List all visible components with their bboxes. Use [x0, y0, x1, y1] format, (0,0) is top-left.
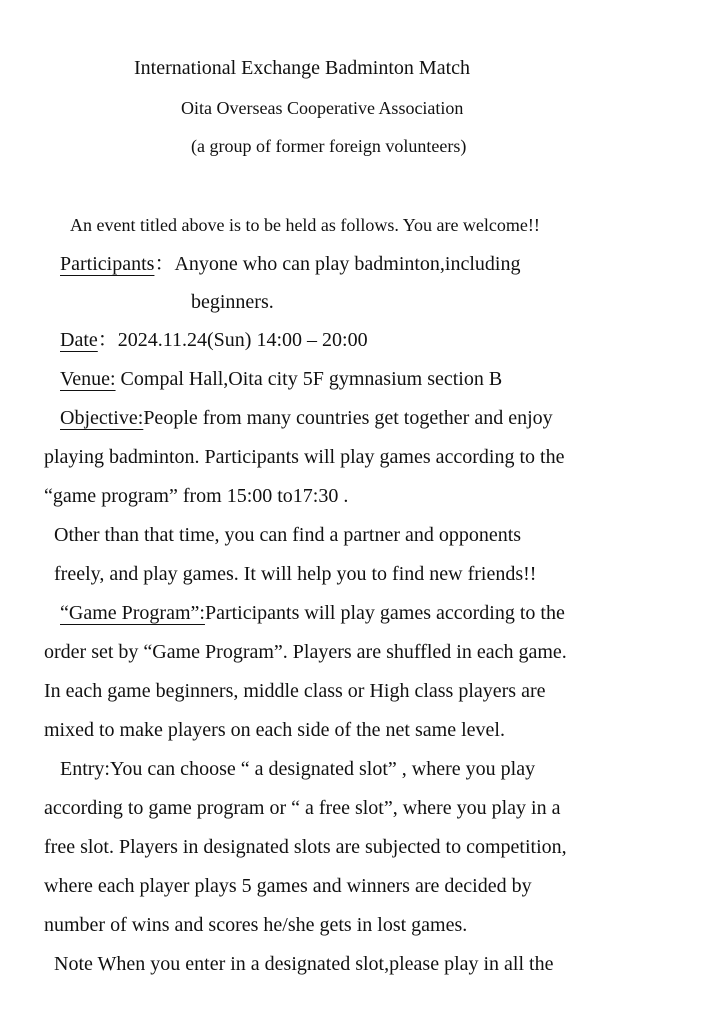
document-title: International Exchange Badminton Match [134, 57, 471, 79]
participants-text-cont: beginners. [191, 291, 274, 313]
objective-row [60, 406, 553, 430]
objective-line: playing badminton. Participants will play games according to the [44, 446, 565, 468]
objective-label: Objective: [60, 407, 144, 429]
objective-line: Other than that time, you can find a partner and opponents [54, 524, 522, 546]
intro-text: An event titled above is to be held as follows. You are welcome!! [70, 215, 540, 235]
participants-label: Participants [60, 253, 155, 275]
game-program-text: Participants will play games according to the [204, 602, 565, 624]
organization-name: Oita Overseas Cooperative Association [181, 98, 464, 118]
note-line: Note When you enter in a designated slot,please play in all the [54, 953, 554, 975]
date-label: Date [60, 329, 98, 351]
date-separator: ： [97, 329, 118, 351]
entry-line: number of wins and scores he/she gets in lost games. [44, 914, 468, 936]
objective-line: freely, and play games. It will help you to find new friends!! [54, 563, 537, 585]
game-program-row [60, 601, 565, 625]
organization-note: (a group of former foreign volunteers) [191, 136, 467, 156]
entry-line: free slot. Players in designated slots are subjected to competition, [44, 836, 567, 858]
game-program-line: mixed to make players on each side of the net same level. [44, 719, 505, 741]
date-row [60, 328, 368, 352]
participants-text: Anyone who can play badminton,including [174, 253, 521, 275]
venue-row [60, 367, 502, 391]
venue-text: Compal Hall,Oita city 5F gymnasium section B [115, 368, 503, 390]
date-text: 2024.11.24(Sun) 14:00 – 20:00 [117, 329, 368, 351]
participants-separator: ： [154, 253, 175, 275]
entry-line: according to game program or “ a free slot”, where you play in a [44, 797, 561, 819]
objective-text: People from many countries get together and enjoy [143, 407, 553, 429]
participants-row [60, 252, 520, 276]
venue-label: Venue: [60, 368, 116, 390]
game-program-line: order set by “Game Program”. Players are shuffled in each game. [44, 641, 567, 663]
objective-line: “game program” from 15:00 to17:30 . [44, 485, 349, 507]
entry-line: Entry:You can choose “ a designated slot” , where you play [60, 758, 536, 780]
game-program-line: In each game beginners, middle class or High class players are [44, 680, 546, 702]
entry-line: where each player plays 5 games and winners are decided by [44, 875, 532, 897]
game-program-label: “Game Program”: [60, 602, 205, 624]
